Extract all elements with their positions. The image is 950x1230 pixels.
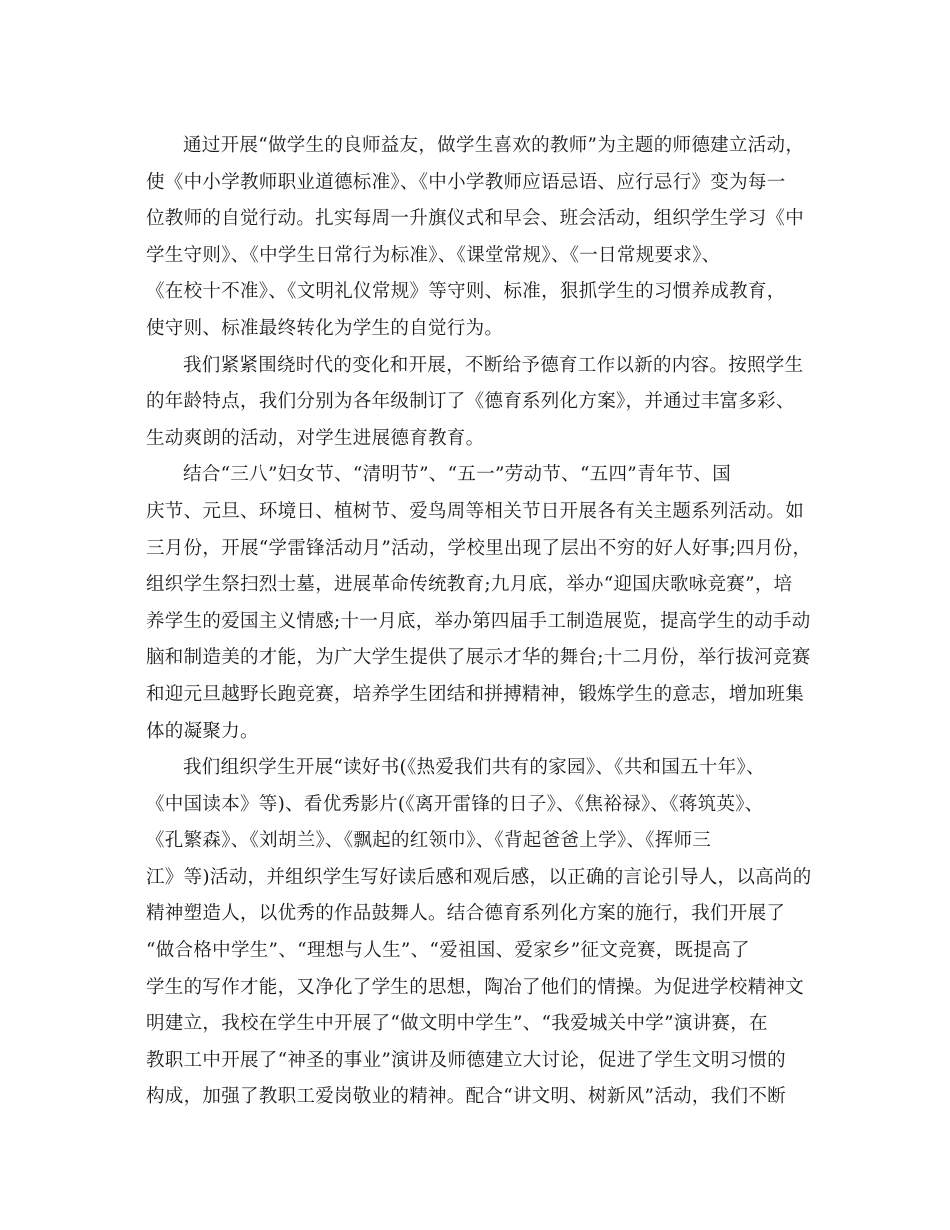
text-line: “做合格中学生”、“理想与人生”、“爱祖国、爱家乡”征文竞赛，既提高了 [146, 940, 750, 962]
text-line: 庆节、元旦、环境日、植树节、爱鸟周等相关节日开展各有关主题系列活动。如 [146, 500, 805, 522]
text-line: 组织学生祭扫烈士墓，进展革命传统教育;九月底，举办“迎国庆歌咏竞赛”，培 [146, 574, 793, 596]
text-line: 和迎元旦越野长跑竞赛，培养学生团结和拼搏精神，锻炼学生的意志，增加班集 [146, 683, 805, 705]
text-line: 我们紧紧围绕时代的变化和开展，不断给予德育工作以新的内容。按照学生 [183, 354, 804, 376]
text-line: 使《中小学教师职业道德标准》、《中小学教师应语忌语、应行忌行》变为每一 [146, 171, 786, 193]
text-line: 构成，加强了教职工爱岗敬业的精神。配合“讲文明、树新风”活动，我们不断 [146, 1086, 786, 1108]
text-line: 三月份，开展“学雷锋活动月”活动，学校里出现了层出不穷的好人好事;四月份， [146, 537, 812, 559]
text-line: 《在校十不准》、《文明礼仪常规》等守则、标准，狠抓学生的习惯养成教育， [146, 281, 786, 303]
text-line: 养学生的爱国主义情感;十一月底，举办第四届手工制造展览，提高学生的动手动 [146, 610, 811, 632]
text-line: 学生的写作才能，又净化了学生的思想，陶冶了他们的情操。为促进学校精神文 [146, 976, 805, 998]
text-line: 使守则、标准最终转化为学生的自觉行为。 [146, 317, 504, 339]
text-line: 教职工中开展了“神圣的事业”演讲及师德建立大讨论，促进了学生文明习惯的 [146, 1049, 786, 1071]
text-line: 《孔繁森》、《刘胡兰》、《飘起的红领巾》、《背起爸爸上学》、《挥师三 [146, 830, 712, 852]
text-line: 脑和制造美的才能，为广大学生提供了展示才华的舞台;十二月份，举行拔河竞赛 [146, 647, 811, 669]
text-line: 《中国读本》等)、看优秀影片(《离开雷锋的日子》、《焦裕禄》、《蒋筑英》、 [146, 793, 764, 815]
text-line: 结合“三八”妇女节、“清明节”、“五一”劳动节、“五四”青年节、国 [183, 464, 732, 486]
text-line: 通过开展“做学生的良师益友，做学生喜欢的教师”为主题的师德建立活动， [183, 135, 805, 156]
body-text [146, 128, 826, 1116]
text-line: 位教师的自觉行动。扎实每周一升旗仪式和早会、班会活动，组织学生学习《中 [146, 208, 805, 230]
text-line: 我们组织学生开展“读好书(《热爱我们共有的家园》、《共和国五十年》、 [183, 757, 765, 779]
text-line: 精神塑造人，以优秀的作品鼓舞人。结合德育系列化方案的施行，我们开展了 [146, 903, 786, 925]
text-line: 体的凝聚力。 [146, 720, 259, 742]
text-line: 的年龄特点，我们分别为各年级制订了《德育系列化方案》，并通过丰富多彩、 [146, 391, 795, 413]
text-line: 明建立，我校在学生中开展了“做文明中学生”、“我爱城关中学”演讲赛，在 [146, 1013, 768, 1035]
text-line: 生动爽朗的活动，对学生进展德育教育。 [146, 427, 485, 449]
text-line: 学生守则》、《中学生日常行为标准》、《课堂常规》、《一日常规要求》、 [146, 244, 721, 266]
text-line: 江》等)活动，并组织学生写好读后感和观后感，以正确的言论引导人，以高尚的 [146, 866, 812, 888]
